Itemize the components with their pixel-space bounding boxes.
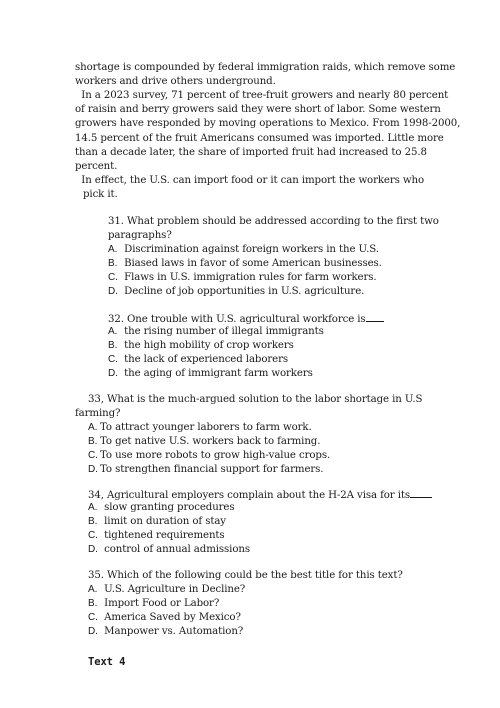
question-35-stem: 35. Which of the following could be the best title for this text?	[88, 570, 403, 581]
question-35-option-b[interactable]: B. Import Food or Labor?	[88, 598, 220, 609]
passage-line: shortage is compounded by federal immigration raids, which remove some	[75, 62, 456, 73]
passage-line: workers and drive others underground.	[75, 76, 276, 87]
question-31-option-d[interactable]: D. Decline of job opportunities in U.S. agriculture.	[108, 286, 365, 297]
passage-line: percent.	[75, 161, 118, 172]
question-33-option-d[interactable]: D. To strengthen financial support for farmers.	[88, 464, 324, 475]
question-34-option-a[interactable]: A. slow granting procedures	[88, 502, 235, 513]
passage-line: than a decade later, the share of imported fruit had increased to 25.8	[75, 147, 427, 158]
question-35-option-c[interactable]: C. America Saved by Mexico?	[88, 612, 241, 623]
passage-line: In a 2023 survey, 71 percent of tree-fruit growers and nearly 80 percent	[75, 90, 449, 101]
question-31-option-c[interactable]: C. Flaws in U.S. immigration rules for farm workers.	[108, 272, 377, 283]
passage-line: of raisin and berry growers said they were short of labor. Some western	[75, 104, 441, 115]
question-33-stem-cont: farming?	[75, 408, 121, 419]
question-35-option-a[interactable]: A. U.S. Agriculture in Decline?	[88, 584, 246, 595]
answer-blank	[366, 312, 384, 322]
passage-line: pick it.	[83, 189, 118, 200]
passage-line: growers have responded by moving operations to Mexico. From 1998-2000,	[75, 118, 461, 129]
question-33-option-b[interactable]: B. To get native U.S. workers back to farming.	[88, 436, 321, 447]
question-31-stem: 31. What problem should be addressed according to the first two	[108, 216, 439, 227]
question-31-stem-cont: paragraphs?	[108, 230, 172, 241]
question-34-stem: 34, Agricultural employers complain about the H-2A visa for its	[88, 488, 432, 502]
question-33-option-c[interactable]: C. To use more robots to grow high-value crops.	[88, 450, 331, 461]
question-31-option-a[interactable]: A. Discrimination against foreign workers in the U.S.	[108, 244, 379, 255]
question-34-option-c[interactable]: C. tightened requirements	[88, 530, 225, 541]
section-heading: Text 4	[88, 656, 126, 668]
answer-blank	[410, 488, 432, 498]
question-32-option-b[interactable]: B. the high mobility of crop workers	[108, 340, 294, 351]
question-35-option-d[interactable]: D. Manpower vs. Automation?	[88, 626, 244, 637]
question-31-option-b[interactable]: B. Biased laws in favor of some American businesses.	[108, 258, 382, 269]
question-33-option-a[interactable]: A. To attract younger laborers to farm work.	[88, 422, 312, 433]
question-34-option-b[interactable]: B. limit on duration of stay	[88, 516, 226, 527]
question-33-stem: 33, What is the much-argued solution to the labor shortage in U.S	[88, 394, 423, 405]
question-32-stem: 32. One trouble with U.S. agricultural workforce is	[108, 312, 384, 326]
question-32-option-d[interactable]: D. the aging of immigrant farm workers	[108, 368, 313, 379]
passage-line: In effect, the U.S. can import food or it can import the workers who	[75, 175, 425, 186]
question-34-option-d[interactable]: D. control of annual admissions	[88, 544, 250, 555]
question-32-option-a[interactable]: A. the rising number of illegal immigrants	[108, 326, 324, 337]
question-32-option-c[interactable]: C. the lack of experienced laborers	[108, 354, 288, 365]
passage-line: 14.5 percent of the fruit Americans consumed was imported. Little more	[75, 133, 444, 144]
